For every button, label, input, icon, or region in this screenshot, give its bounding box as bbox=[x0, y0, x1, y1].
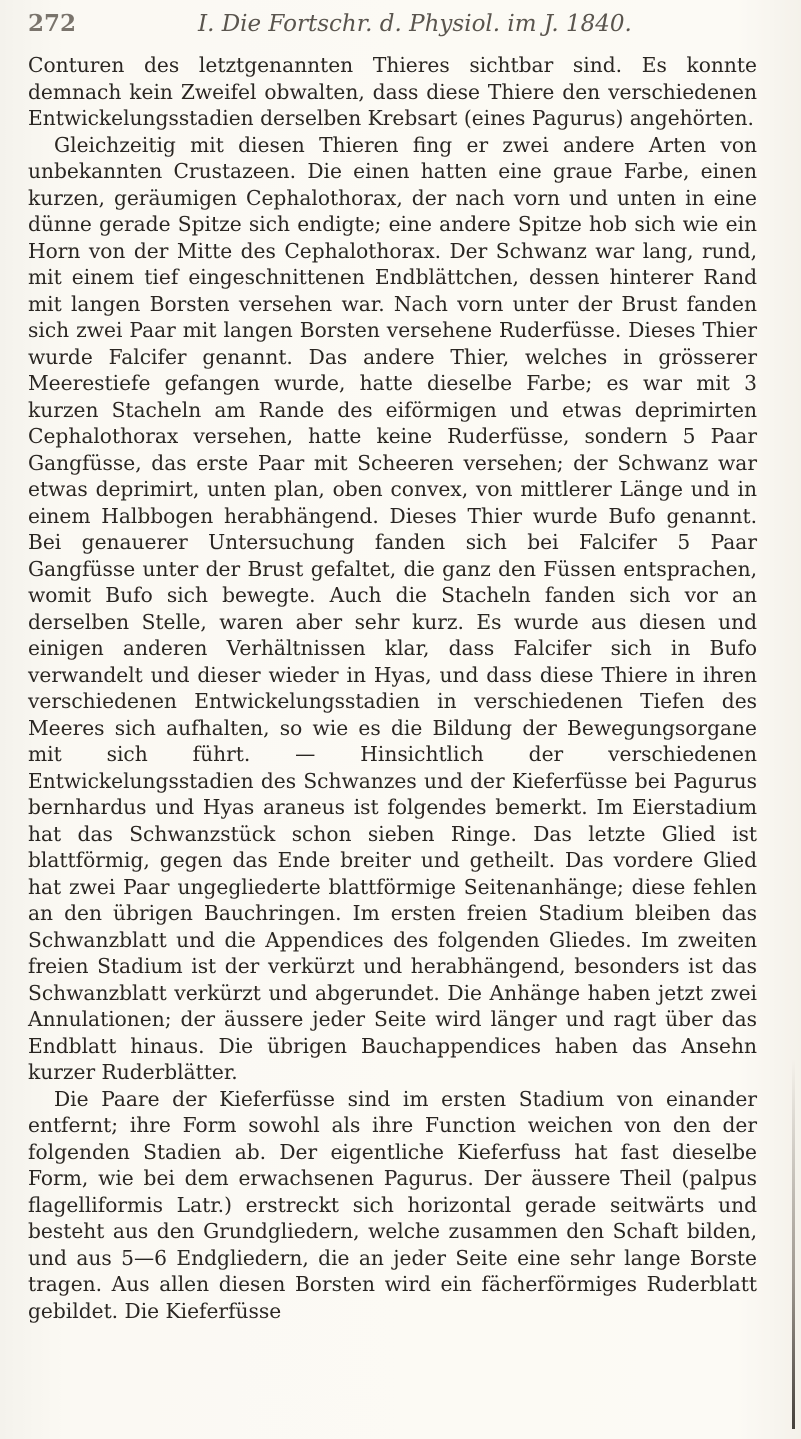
paragraph-1: Conturen des letztgenannten Thieres sichtbar sind. Es konnte demnach kein Zweifel obwalten, dass diese Thiere den verschiedenen Entwickelungsstadien derselben Krebsart (eines Pagurus) angehörten. bbox=[28, 53, 757, 130]
paragraph-3: Die Paare der Kieferfüsse sind im ersten Stadium von einander entfernt; ihre Form sowohl als ihre Function weichen von den der folgenden Stadien ab. Der eigentliche Kieferfuss hat fast dieselbe Form, wie bei dem erwachsenen Pagurus. Der äussere Theil (palpus flagelliformis Latr.) erstreckt sich horizontal gerade seitwärts und besteht aus den Grundgliedern, welche zusammen den Schaft bilden, und aus 5—6 Endgliedern, die an jeder Seite eine sehr lange Borste tragen. Aus allen diesen Borsten wird ein fächerförmiges Ruderblatt gebildet. Die Kieferfüsse bbox=[28, 1086, 757, 1323]
page-number: 272 bbox=[28, 10, 77, 37]
page-edge-shadow bbox=[792, 1059, 795, 1429]
paragraph-2: Gleichzeitig mit diesen Thieren fing er zwei andere Arten von unbekannten Crustazeen. Die einen hatten eine graue Farbe, einen kurzen, geräumigen Cephalothorax, der nach vorn und unten in eine dünne gerade Spitze sich endigte; eine andere Spitze hob sich wie ein Horn von der Mitte des Cephalothorax. Der Schwanz war lang, rund, mit einem tief eingeschnittenen Endblättchen, dessen hinterer Rand mit langen Borsten versehen war. Nach vorn unter der Brust fanden sich zwei Paar mit langen Borsten versehene Ruderfüsse. Dieses Thier wurde Falcifer genannt. Das andere Thier, welches in grösserer Meerestiefe gefangen wurde, hatte dieselbe Farbe; es war mit 3 kurzen Stacheln am Rande des eiförmigen und etwas deprimirten Cephalothorax versehen, hatte keine Ruderfüsse, sondern 5 Paar Gangfüsse, das erste Paar mit Scheeren versehen; der Schwanz war etwas deprimirt, unten plan, oben convex, von mittlerer Länge und in einem Halbbogen herabhängend. Dieses Thier wurde Bufo genannt. Bei genauerer Untersuchung fanden sich bei Falcifer 5 Paar Gangfüsse unter der Brust gefaltet, die ganz den Füssen entsprachen, womit Bufo sich bewegte. Auch die Stacheln fanden sich vor an derselben Stelle, waren aber sehr kurz. Es wurde aus diesen und einigen anderen Verhältnissen klar, dass Falcifer sich in Bufo verwandelt und dieser wieder in Hyas, und dass diese Thiere in ihren verschiedenen Entwickelungsstadien in verschiedenen Tiefen des Meeres sich aufhalten, so wie es die Bildung der Bewegungsorgane mit sich führt. — Hinsichtlich der verschiedenen Entwickelungsstadien des Schwanzes und der Kieferfüsse bei Pagurus bernhardus und Hyas araneus ist folgendes bemerkt. Im Eierstadium hat das Schwanzstück schon sieben Ringe. Das letzte Glied ist blattförmig, gegen das Ende breiter und getheilt. Das vordere Glied hat zwei Paar ungegliederte blattförmige Seitenanhänge; diese fehlen an den übrigen Bauchringen. Im ersten freien Stadium bleiben das Schwanzblatt und die Appendices des folgenden Gliedes. Im zweiten freien Stadium ist der verkürzt und herabhängend, besonders ist das Schwanzblatt verkürzt und abgerundet. Die Anhänge haben jetzt zwei Annulationen; der äussere jeder Seite wird länger und ragt über das Endblatt hinaus. Die übrigen Bauchappendices haben das Ansehn kurzer Ruderblätter. bbox=[28, 132, 757, 1084]
running-title: I. Die Fortschr. d. Physiol. im J. 1840. bbox=[198, 11, 632, 37]
running-header bbox=[28, 10, 757, 50]
page-body bbox=[28, 52, 757, 1324]
